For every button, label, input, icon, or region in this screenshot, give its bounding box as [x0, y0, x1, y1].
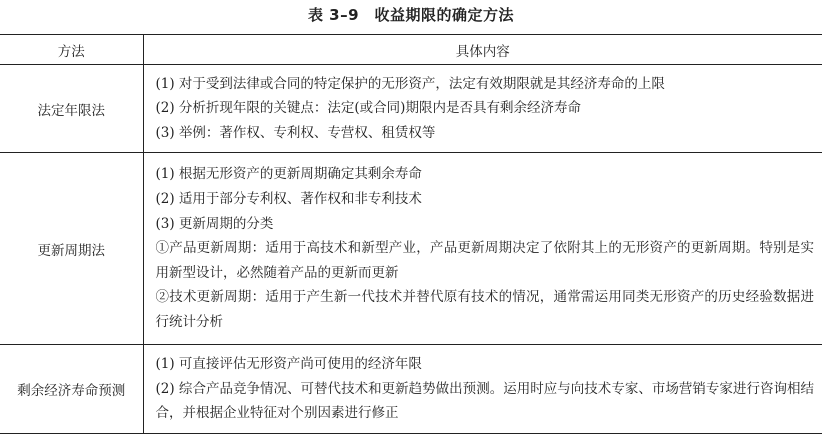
- content-line: (3) 举例：著作权、专利权、专营权、租赁权等: [155, 124, 436, 141]
- method-cell: 剩余经济寿命预测: [0, 345, 143, 434]
- content-line: (2) 综合产品竞争情况、可替代技术和更新趋势做出预测。运用时应与向技术专家、市场营销专家进行咨询相结合，并根据企业特征对个别因素进行修正: [155, 380, 814, 422]
- content-line: (2) 适用于部分专利权、著作权和非专利技术: [155, 191, 422, 208]
- header-content: 具体内容: [143, 35, 822, 65]
- table-row: [0, 345, 822, 434]
- header-method: 方法: [0, 35, 143, 65]
- content-cell: [143, 65, 822, 153]
- table-title: 表 3–9 收益期限的确定方法: [307, 6, 515, 24]
- content-cell: [143, 345, 822, 434]
- table-row: [0, 153, 822, 345]
- content-line: ②技术更新周期：适用于产生新一代技术并替代原有技术的情况，通常需运用同类无形资产的历史经验数据进行统计分析: [155, 289, 814, 330]
- content-line: (2) 分析折现年限的关键点：法定(或合同)期限内是否具有剩余经济寿命: [155, 100, 581, 117]
- content-line: (1) 根据无形资产的更新周期确定其剩余寿命: [155, 166, 422, 183]
- content-line: ①产品更新周期：适用于高技术和新型产业，产品更新周期决定了依附其上的无形资产的更新周期。特别是实用新型设计，必然随着产品的更新而更新: [155, 240, 814, 281]
- content-line: (1) 对于受到法律或合同的特定保护的无形资产，法定有效期限就是其经济寿命的上限: [155, 75, 665, 92]
- method-cell: 更新周期法: [0, 153, 143, 345]
- content-line: (1) 可直接评估无形资产尚可使用的经济年限: [155, 356, 422, 373]
- content-cell: [143, 153, 822, 345]
- method-table: [0, 34, 822, 434]
- content-line: (3) 更新周期的分类: [155, 215, 274, 232]
- method-cell: 法定年限法: [0, 65, 143, 153]
- table-row: [0, 65, 822, 153]
- header-row: [0, 35, 822, 65]
